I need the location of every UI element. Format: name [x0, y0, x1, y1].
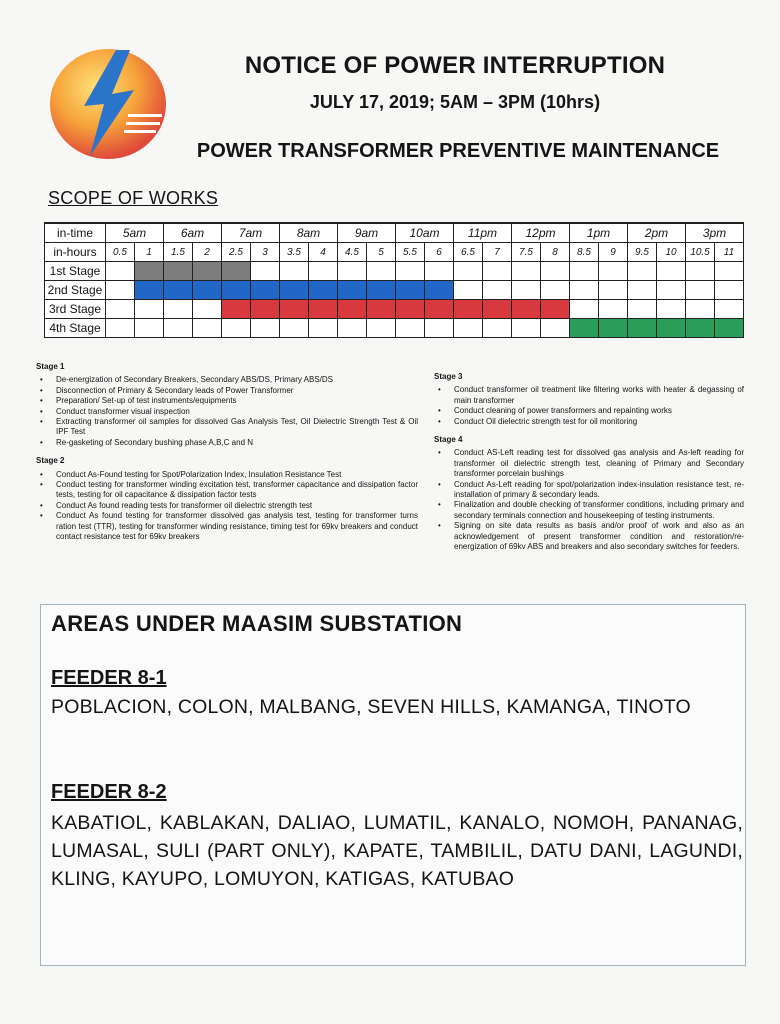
- schedule-cell: [512, 262, 541, 281]
- schedule-cell: [570, 281, 599, 300]
- hour-cell: 10: [657, 243, 686, 262]
- hour-cell: 5.5: [396, 243, 425, 262]
- schedule-table: [44, 222, 744, 338]
- hours-row-label: in-hours: [45, 243, 106, 262]
- schedule-cell: [135, 281, 164, 300]
- hour-cell: 3.5: [280, 243, 309, 262]
- time-cell: 2pm: [628, 223, 686, 243]
- stage-label: 3rd Stage: [45, 300, 106, 319]
- feeder-8-2-places: KABATIOL, KABLAKAN, DALIAO, LUMATIL, KANALO, NOMOH, PANANAG, LUMASAL, SULI (PART ONLY), KAPATE, TAMBILIL, DATU DANI, LAGUNDI, KLING, KAYUPO, LOMUYON, KATIGAS, KATUBAO: [51, 812, 743, 890]
- stage-row-4: [45, 319, 744, 338]
- stage-1-list: [36, 375, 418, 448]
- hour-cell: 8: [541, 243, 570, 262]
- schedule-cell: [570, 300, 599, 319]
- schedule-cell: [280, 262, 309, 281]
- schedule-cell: [367, 300, 396, 319]
- hour-cell: 0.5: [106, 243, 135, 262]
- schedule-cell: [135, 319, 164, 338]
- schedule-cell: [541, 281, 570, 300]
- time-cell: 1pm: [570, 223, 628, 243]
- list-item: • Finalization and double checking of transformer conditions, including primary and secondary terminals connection and housekeeping of testing instruments.: [454, 500, 744, 521]
- schedule-cell: [425, 262, 454, 281]
- schedule-cell: [309, 300, 338, 319]
- stage-label: 2nd Stage: [45, 281, 106, 300]
- schedule-cell: [628, 281, 657, 300]
- schedule-cell: [396, 300, 425, 319]
- schedule-cell: [715, 300, 744, 319]
- stage-4-title: Stage 4: [434, 435, 463, 445]
- stage-label: 4th Stage: [45, 319, 106, 338]
- stage-4-list: [434, 448, 744, 552]
- schedule-cell: [454, 300, 483, 319]
- schedule-cell: [222, 262, 251, 281]
- schedule-cell: [657, 262, 686, 281]
- schedule-cell: [106, 281, 135, 300]
- areas-heading: AREAS UNDER MAASIM SUBSTATION: [51, 611, 463, 636]
- schedule-cell: [164, 281, 193, 300]
- stage-2-list: [36, 470, 418, 543]
- time-cell: 5am: [106, 223, 164, 243]
- time-cell: 9am: [338, 223, 396, 243]
- stage-details-right: [434, 372, 744, 561]
- list-item: • Extracting transformer oil samples for dissolved Gas Analysis Test, Oil Dielectric Strength Test & Oil IPF Test: [56, 417, 418, 438]
- affected-areas-box: [40, 604, 746, 966]
- schedule-cell: [193, 319, 222, 338]
- hour-cell: 2: [193, 243, 222, 262]
- page-title: NOTICE OF POWER INTERRUPTION: [244, 52, 666, 79]
- schedule-cell: [367, 262, 396, 281]
- schedule-cell: [309, 262, 338, 281]
- schedule-cell: [164, 319, 193, 338]
- time-cell: 6am: [164, 223, 222, 243]
- schedule-cell: [599, 319, 628, 338]
- schedule-cell: [338, 319, 367, 338]
- hour-cell: 1: [135, 243, 164, 262]
- list-item: • Preparation/ Set-up of test instruments/equipments: [56, 396, 418, 406]
- schedule-cell: [309, 281, 338, 300]
- schedule-cell: [599, 262, 628, 281]
- feeder-8-1-places: POBLACION, COLON, MALBANG, SEVEN HILLS, KAMANGA, TINOTO: [51, 696, 691, 718]
- hour-cell: 2.5: [222, 243, 251, 262]
- schedule-cell: [164, 300, 193, 319]
- schedule-cell: [686, 319, 715, 338]
- schedule-cell: [628, 262, 657, 281]
- list-item: • Conduct AS-Left reading test for dissolved gas analysis and As-left reading for transformer oil dielectric strength test, cleaning of Primary and Secondary transformer porcelain bushings: [454, 448, 744, 479]
- schedule-cell: [657, 319, 686, 338]
- list-item: • Conduct transformer visual inspection: [56, 407, 418, 417]
- stage-1-title: Stage 1: [36, 362, 65, 371]
- list-item: • Conduct As-Left reading for spot/polarization index-insulation resistance test, re-installation of primary & secondary leads.: [454, 480, 744, 501]
- time-cell: 3pm: [686, 223, 744, 243]
- list-item: • Signing on site data results as basis and/or proof of work and also as an acknowledgement of present transformer condition and restoration/re-energization of 69kv ABS and breakers and also secondary switches for feeders.: [454, 521, 744, 552]
- schedule-cell: [222, 281, 251, 300]
- stage-row-3: [45, 300, 744, 319]
- schedule-cell: [715, 281, 744, 300]
- stage-row-1: [45, 262, 744, 281]
- stage-2-title: Stage 2: [36, 456, 65, 466]
- schedule-cell: [135, 300, 164, 319]
- schedule-cell: [135, 262, 164, 281]
- hours-row: [45, 243, 744, 262]
- time-cell: 12pm: [512, 223, 570, 243]
- schedule-cell: [512, 319, 541, 338]
- schedule-cell: [106, 319, 135, 338]
- schedule-cell: [396, 281, 425, 300]
- schedule-cell: [483, 319, 512, 338]
- schedule-cell: [280, 281, 309, 300]
- schedule-cell: [367, 319, 396, 338]
- scope-heading: SCOPE OF WORKS: [48, 188, 219, 208]
- schedule-cell: [599, 300, 628, 319]
- schedule-cell: [338, 281, 367, 300]
- list-item: • Conduct As found testing for transformer dissolved gas analysis test, testing for transformer turns ration test (TTR), testing for transformer winding resistance, timing test for 69kv breakers and conduct contact resistance test for 69kv breakers: [56, 511, 418, 542]
- schedule-cell: [686, 300, 715, 319]
- schedule-cell: [106, 300, 135, 319]
- hour-cell: 9: [599, 243, 628, 262]
- schedule-cell: [106, 262, 135, 281]
- list-item: • Re-gasketing of Secondary bushing phase A,B,C and N: [56, 438, 418, 448]
- time-row: [45, 223, 744, 243]
- time-cell: 10am: [396, 223, 454, 243]
- stage-label: 1st Stage: [45, 262, 106, 281]
- schedule-cell: [454, 281, 483, 300]
- schedule-cell: [367, 281, 396, 300]
- schedule-cell: [280, 319, 309, 338]
- time-row-label: in-time: [45, 223, 106, 243]
- schedule-cell: [541, 300, 570, 319]
- stage-row-2: [45, 281, 744, 300]
- hour-cell: 6.5: [454, 243, 483, 262]
- schedule-cell: [715, 319, 744, 338]
- schedule-cell: [425, 281, 454, 300]
- hour-cell: 5: [367, 243, 396, 262]
- schedule-cell: [570, 262, 599, 281]
- hour-cell: 7.5: [512, 243, 541, 262]
- list-item: • Conduct Oil dielectric strength test for oil monitoring: [454, 417, 744, 427]
- list-item: • Disconnection of Primary & Secondary leads of Power Transformer: [56, 386, 418, 396]
- hour-cell: 9.5: [628, 243, 657, 262]
- schedule-cell: [193, 281, 222, 300]
- schedule-cell: [251, 300, 280, 319]
- page-subtitle: POWER TRANSFORMER PREVENTIVE MAINTENANCE: [196, 140, 720, 162]
- stage-3-title: Stage 3: [434, 372, 463, 381]
- schedule-cell: [715, 262, 744, 281]
- schedule-cell: [570, 319, 599, 338]
- hour-cell: 8.5: [570, 243, 599, 262]
- list-item: • Conduct cleaning of power transformers and repainting works: [454, 406, 744, 416]
- schedule-cell: [599, 281, 628, 300]
- list-item: • Conduct testing for transformer winding excitation test, transformer capacitance and dissipation factor tests, testing for oil capacitance & dissipation factor tests: [56, 480, 418, 501]
- schedule-cell: [193, 300, 222, 319]
- schedule-cell: [541, 262, 570, 281]
- schedule-cell: [251, 262, 280, 281]
- feeder-8-2-title: FEEDER 8-2: [51, 781, 167, 803]
- schedule-cell: [657, 281, 686, 300]
- schedule-cell: [541, 319, 570, 338]
- hour-cell: 10.5: [686, 243, 715, 262]
- hour-cell: 11: [715, 243, 744, 262]
- list-item: • Conduct As found reading tests for transformer oil dielectric strength test: [56, 501, 418, 511]
- stage-details-left: [36, 362, 418, 551]
- schedule-cell: [396, 262, 425, 281]
- schedule-cell: [193, 262, 222, 281]
- schedule-cell: [251, 281, 280, 300]
- schedule-cell: [628, 319, 657, 338]
- schedule-cell: [222, 300, 251, 319]
- schedule-cell: [425, 319, 454, 338]
- schedule-cell: [686, 281, 715, 300]
- hour-cell: 4.5: [338, 243, 367, 262]
- hour-cell: 7: [483, 243, 512, 262]
- schedule-cell: [164, 262, 193, 281]
- lightning-bolt-logo-icon: [46, 44, 170, 162]
- schedule-cell: [454, 262, 483, 281]
- hour-cell: 1.5: [164, 243, 193, 262]
- list-item: • Conduct transformer oil treatment like filtering works with heater & degassing of main transformer: [454, 385, 744, 406]
- schedule-cell: [338, 300, 367, 319]
- schedule-cell: [657, 300, 686, 319]
- schedule-cell: [483, 300, 512, 319]
- interruption-date: JULY 17, 2019; 5AM – 3PM (10hrs): [309, 92, 601, 112]
- schedule-cell: [454, 319, 483, 338]
- hour-cell: 4: [309, 243, 338, 262]
- schedule-cell: [396, 319, 425, 338]
- feeder-8-1-title: FEEDER 8-1: [51, 667, 167, 689]
- schedule-cell: [686, 262, 715, 281]
- time-cell: 11pm: [454, 223, 512, 243]
- hour-cell: 6: [425, 243, 454, 262]
- time-cell: 7am: [222, 223, 280, 243]
- schedule-cell: [512, 300, 541, 319]
- stage-3-list: [434, 385, 744, 427]
- time-cell: 8am: [280, 223, 338, 243]
- schedule-cell: [251, 319, 280, 338]
- schedule-cell: [280, 300, 309, 319]
- schedule-cell: [483, 262, 512, 281]
- schedule-cell: [309, 319, 338, 338]
- hour-cell: 3: [251, 243, 280, 262]
- schedule-cell: [483, 281, 512, 300]
- list-item: • Conduct As-Found testing for Spot/Polarization Index, Insulation Resistance Test: [56, 470, 418, 480]
- schedule-cell: [425, 300, 454, 319]
- list-item: • De-energization of Secondary Breakers, Secondary ABS/DS, Primary ABS/DS: [56, 375, 418, 385]
- schedule-cell: [338, 262, 367, 281]
- schedule-cell: [628, 300, 657, 319]
- schedule-cell: [222, 319, 251, 338]
- schedule-cell: [512, 281, 541, 300]
